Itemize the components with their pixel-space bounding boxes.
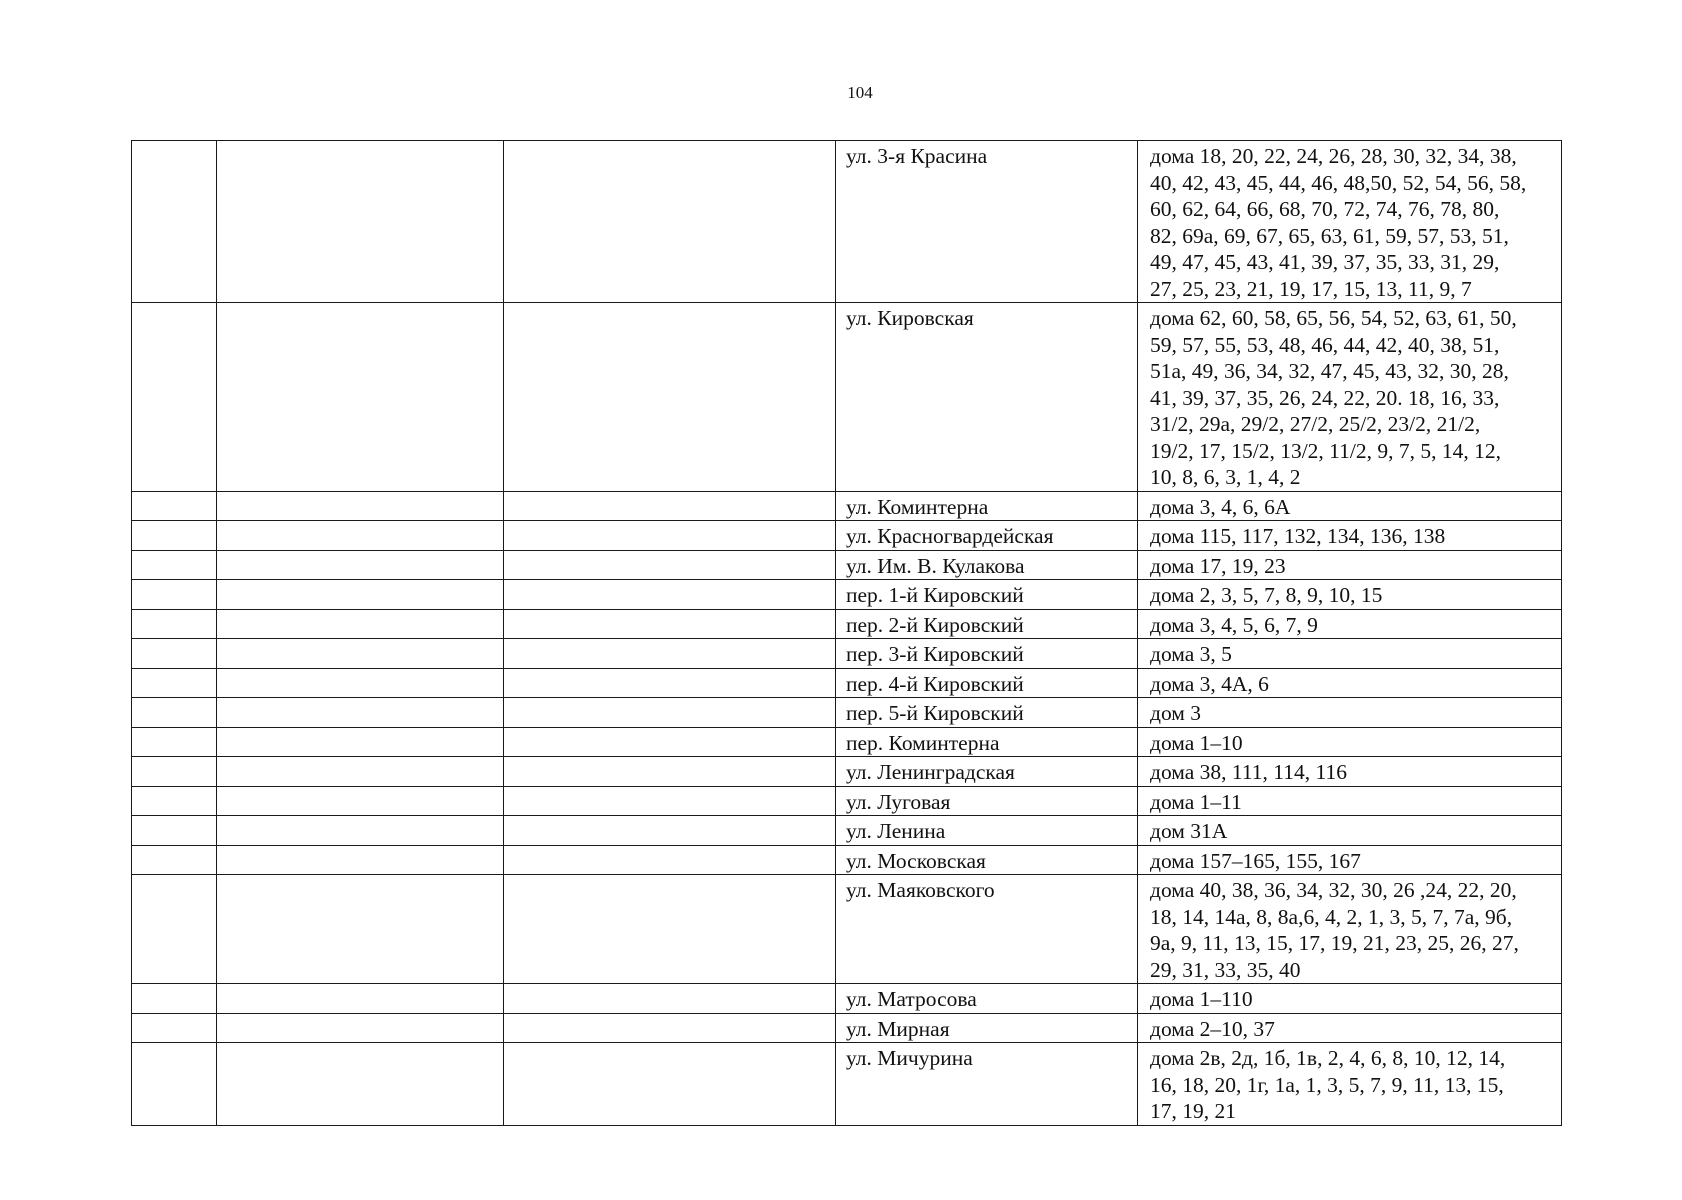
empty-cell (132, 668, 217, 698)
table-row (132, 757, 1562, 787)
table-row (132, 668, 1562, 698)
empty-cell (504, 698, 836, 728)
empty-cell (132, 521, 217, 551)
house-numbers-cell: дома 3, 4, 5, 6, 7, 9 (1138, 609, 1562, 639)
empty-cell (504, 875, 836, 984)
table-row (132, 141, 1562, 303)
house-numbers-cell: дома 2, 3, 5, 7, 8, 9, 10, 15 (1138, 580, 1562, 610)
street-name-cell: пер. 5-й Кировский (836, 698, 1138, 728)
empty-cell (217, 550, 504, 580)
empty-cell (217, 786, 504, 816)
empty-cell (132, 609, 217, 639)
house-numbers-cell: дом 3 (1138, 698, 1562, 728)
street-name-cell: ул. Луговая (836, 786, 1138, 816)
empty-cell (504, 303, 836, 492)
street-name-cell: ул. Матросова (836, 984, 1138, 1014)
table-row (132, 639, 1562, 669)
house-numbers-cell: дома 1–110 (1138, 984, 1562, 1014)
table-row (132, 550, 1562, 580)
empty-cell (217, 668, 504, 698)
table-row (132, 786, 1562, 816)
house-numbers-cell: дома 38, 111, 114, 116 (1138, 757, 1562, 787)
empty-cell (132, 816, 217, 846)
empty-cell (217, 984, 504, 1014)
street-name-cell: ул. Кировская (836, 303, 1138, 492)
empty-cell (132, 141, 217, 303)
table-row (132, 845, 1562, 875)
street-name-cell: пер. 3-й Кировский (836, 639, 1138, 669)
empty-cell (217, 639, 504, 669)
empty-cell (132, 845, 217, 875)
street-name-cell: ул. 3-я Красина (836, 141, 1138, 303)
house-numbers-cell: дома 3, 4А, 6 (1138, 668, 1562, 698)
empty-cell (217, 303, 504, 492)
table-row (132, 580, 1562, 610)
empty-cell (504, 141, 836, 303)
house-numbers-cell: дома 1–11 (1138, 786, 1562, 816)
table-row (132, 1013, 1562, 1043)
empty-cell (217, 141, 504, 303)
empty-cell (217, 727, 504, 757)
street-name-cell: пер. 2-й Кировский (836, 609, 1138, 639)
empty-cell (217, 1013, 504, 1043)
empty-cell (132, 984, 217, 1014)
house-numbers-cell: дома 62, 60, 58, 65, 56, 54, 52, 63, 61, 50, 59, 57, 55, 53, 48, 46, 44, 42, 40, 38, 51, 51а, 49, 36, 34, 32, 47, 45, 43, 32, 30, 28, 41, 39, 37, 35, 26, 24, 22, 20. 18, 16, 33, 31/2, 29а, 29/2, 27/2, 25/2, 23/2, 21/2, 19/2, 17, 15/2, 13/2, 11/2, 9, 7, 5, 14, 12, 10, 8, 6, 3, 1, 4, 2 (1138, 303, 1562, 492)
empty-cell (132, 875, 217, 984)
house-numbers-cell: дома 115, 117, 132, 134, 136, 138 (1138, 521, 1562, 551)
house-numbers-cell: дома 2–10, 37 (1138, 1013, 1562, 1043)
empty-cell (217, 580, 504, 610)
empty-cell (217, 1043, 504, 1126)
street-name-cell: ул. Красногвардейская (836, 521, 1138, 551)
street-name-cell: ул. Им. В. Кулакова (836, 550, 1138, 580)
empty-cell (132, 698, 217, 728)
table-row (132, 984, 1562, 1014)
empty-cell (217, 875, 504, 984)
house-numbers-cell: дома 18, 20, 22, 24, 26, 28, 30, 32, 34, 38, 40, 42, 43, 45, 44, 46, 48,50, 52, 54, 56, 58, 60, 62, 64, 66, 68, 70, 72, 74, 76, 78, 80, 82, 69а, 69, 67, 65, 63, 61, 59, 57, 53, 51, 49, 47, 45, 43, 41, 39, 37, 35, 33, 31, 29, 27, 25, 23, 21, 19, 17, 15, 13, 11, 9, 7 (1138, 141, 1562, 303)
empty-cell (217, 845, 504, 875)
empty-cell (504, 1013, 836, 1043)
empty-cell (132, 1043, 217, 1126)
empty-cell (217, 491, 504, 521)
house-numbers-cell: дома 3, 4, 6, 6А (1138, 491, 1562, 521)
table-row (132, 875, 1562, 984)
street-name-cell: ул. Ленинградская (836, 757, 1138, 787)
street-name-cell: пер. 1-й Кировский (836, 580, 1138, 610)
street-name-cell: ул. Маяковского (836, 875, 1138, 984)
street-name-cell: ул. Мичурина (836, 1043, 1138, 1126)
address-table-body (132, 141, 1562, 1126)
table-row (132, 609, 1562, 639)
empty-cell (217, 816, 504, 846)
empty-cell (132, 786, 217, 816)
empty-cell (504, 727, 836, 757)
house-numbers-cell: дома 1–10 (1138, 727, 1562, 757)
empty-cell (504, 491, 836, 521)
empty-cell (132, 757, 217, 787)
house-numbers-cell: дома 40, 38, 36, 34, 32, 30, 26 ,24, 22, 20, 18, 14, 14а, 8, 8а,6, 4, 2, 1, 3, 5, 7, 7а, 9б, 9а, 9, 11, 13, 15, 17, 19, 21, 23, 25, 26, 27, 29, 31, 33, 35, 40 (1138, 875, 1562, 984)
empty-cell (504, 816, 836, 846)
table-row (132, 491, 1562, 521)
empty-cell (132, 550, 217, 580)
page-number: 104 (847, 83, 873, 102)
house-numbers-cell: дом 31А (1138, 816, 1562, 846)
street-name-cell: ул. Мирная (836, 1013, 1138, 1043)
empty-cell (504, 757, 836, 787)
empty-cell (504, 845, 836, 875)
street-name-cell: ул. Ленина (836, 816, 1138, 846)
street-name-cell: ул. Коминтерна (836, 491, 1138, 521)
empty-cell (504, 786, 836, 816)
street-name-cell: ул. Московская (836, 845, 1138, 875)
table-row (132, 521, 1562, 551)
street-name-cell: пер. 4-й Кировский (836, 668, 1138, 698)
empty-cell (132, 639, 217, 669)
empty-cell (217, 521, 504, 551)
table-row (132, 816, 1562, 846)
address-table (131, 140, 1562, 1126)
street-name-cell: пер. Коминтерна (836, 727, 1138, 757)
empty-cell (132, 727, 217, 757)
empty-cell (504, 639, 836, 669)
empty-cell (132, 580, 217, 610)
empty-cell (132, 491, 217, 521)
empty-cell (504, 1043, 836, 1126)
house-numbers-cell: дома 17, 19, 23 (1138, 550, 1562, 580)
empty-cell (504, 668, 836, 698)
empty-cell (132, 1013, 217, 1043)
empty-cell (217, 609, 504, 639)
table-row (132, 303, 1562, 492)
house-numbers-cell: дома 2в, 2д, 1б, 1в, 2, 4, 6, 8, 10, 12, 14, 16, 18, 20, 1г, 1а, 1, 3, 5, 7, 9, 11, 13, 15, 17, 19, 21 (1138, 1043, 1562, 1126)
empty-cell (217, 698, 504, 728)
table-row (132, 698, 1562, 728)
empty-cell (217, 757, 504, 787)
house-numbers-cell: дома 157–165, 155, 167 (1138, 845, 1562, 875)
empty-cell (504, 609, 836, 639)
table-row (132, 1043, 1562, 1126)
empty-cell (504, 984, 836, 1014)
house-numbers-cell: дома 3, 5 (1138, 639, 1562, 669)
empty-cell (504, 550, 836, 580)
empty-cell (504, 521, 836, 551)
empty-cell (504, 580, 836, 610)
empty-cell (132, 303, 217, 492)
table-row (132, 727, 1562, 757)
